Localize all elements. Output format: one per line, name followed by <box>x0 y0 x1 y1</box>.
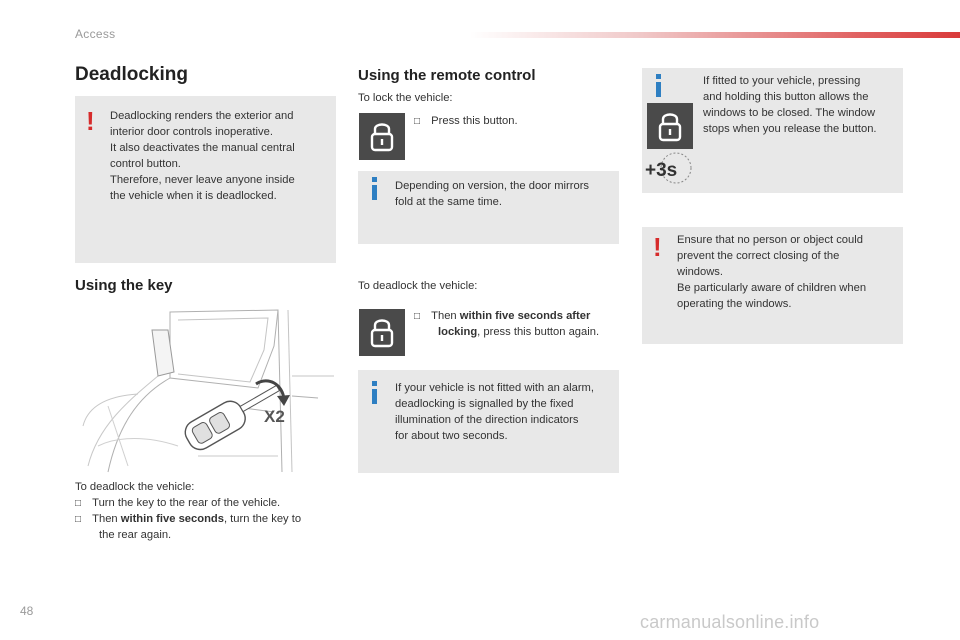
warning-icon: ! <box>86 106 95 136</box>
key-deadlock-intro: To deadlock the vehicle: <box>75 481 195 493</box>
info-line: deadlocking is signalled by the fixed <box>395 398 574 410</box>
info-icon-bar <box>656 82 661 97</box>
step-text: Then <box>92 513 121 525</box>
step-bold-text: within five seconds after <box>459 310 591 322</box>
remote-section-title: Using the remote control <box>358 67 536 84</box>
info-line: and holding this button allows the <box>703 91 869 103</box>
warning-line: operating the windows. <box>677 298 792 310</box>
step-text: Press this button. <box>431 115 518 127</box>
key-step-2-cont: the rear again. <box>99 529 172 541</box>
deadlock-warning-box <box>75 96 336 263</box>
warning-text <box>110 108 334 204</box>
window-warning-box <box>642 227 903 344</box>
info-line: stops when you release the button. <box>703 123 877 135</box>
info-line: Depending on version, the door mirrors <box>395 180 590 192</box>
info-icon <box>372 381 377 386</box>
info-icon-bar <box>372 389 377 404</box>
bullet-icon: □ <box>414 311 421 322</box>
mirror-info-box <box>358 171 619 244</box>
lock-button-image <box>359 113 405 160</box>
info-icon <box>372 177 377 182</box>
warning-icon: ! <box>653 232 662 262</box>
page-title: Deadlocking <box>75 64 188 85</box>
x2-label: X2 <box>264 407 285 426</box>
then-press-step <box>414 308 619 325</box>
deadlock-button-image <box>359 309 405 356</box>
info-line: fold at the same time. <box>395 196 502 208</box>
bullet-icon: □ <box>75 498 82 509</box>
lock-intro: To lock the vehicle: <box>358 92 453 104</box>
press-button-step <box>414 113 518 130</box>
info-line: If your vehicle is not fitted with an alarm, <box>395 382 594 394</box>
step-bold-text: locking <box>438 326 478 338</box>
step-text: , press this button again. <box>477 326 600 338</box>
bullet-icon: □ <box>75 514 82 525</box>
info-line: windows to be closed. The window <box>703 107 876 119</box>
alarm-info-box <box>358 370 619 473</box>
mirror-info-text <box>395 178 617 210</box>
step-text: Turn the key to the rear of the vehicle. <box>92 497 281 509</box>
step-text: Then <box>431 310 460 322</box>
warning-line: control button. <box>110 158 181 170</box>
section-label: Access <box>75 27 116 41</box>
step-bold-text: within five seconds <box>120 513 224 525</box>
then-press-step-cont <box>438 324 623 340</box>
warning-line: Ensure that no person or object could <box>677 234 863 246</box>
hold-three-seconds-icon <box>644 150 696 186</box>
warning-line: Deadlocking renders the exterior and <box>110 110 294 122</box>
warning-line: interior door controls inoperative. <box>110 126 273 138</box>
warning-line: prevent the correct closing of the <box>677 250 840 262</box>
window-warning-text <box>677 232 901 312</box>
info-icon <box>656 74 661 79</box>
key-step-1 <box>75 495 340 512</box>
bullet-icon: □ <box>414 116 421 127</box>
lock-icon <box>647 103 693 149</box>
lock-icon <box>359 113 405 160</box>
window-close-info-text <box>703 73 901 137</box>
info-line: illumination of the direction indicators <box>395 414 579 426</box>
key-in-door-illustration <box>78 306 336 474</box>
window-close-info-box <box>642 68 903 193</box>
header-bar <box>470 32 960 38</box>
lock-icon <box>359 309 405 356</box>
info-line: for about two seconds. <box>395 430 508 442</box>
warning-line: Therefore, never leave anyone inside <box>110 174 295 186</box>
hold-label: +3s <box>645 160 678 181</box>
lock-button-image <box>647 103 693 149</box>
warning-line: windows. <box>677 266 724 278</box>
page-number: 48 <box>20 604 34 618</box>
warning-line: Be particularly aware of children when <box>677 282 867 294</box>
info-icon-bar <box>372 185 377 200</box>
watermark: carmanualsonline.info <box>640 612 820 632</box>
warning-line: It also deactivates the manual central <box>110 142 295 154</box>
alarm-info-text <box>395 380 619 444</box>
info-line: If fitted to your vehicle, pressing <box>703 75 861 87</box>
key-step-2 <box>75 511 340 528</box>
warning-line: the vehicle when it is deadlocked. <box>110 190 277 202</box>
remote-deadlock-intro: To deadlock the vehicle: <box>358 280 478 292</box>
key-section-title: Using the key <box>75 277 173 294</box>
step-text: , turn the key to <box>223 513 302 525</box>
